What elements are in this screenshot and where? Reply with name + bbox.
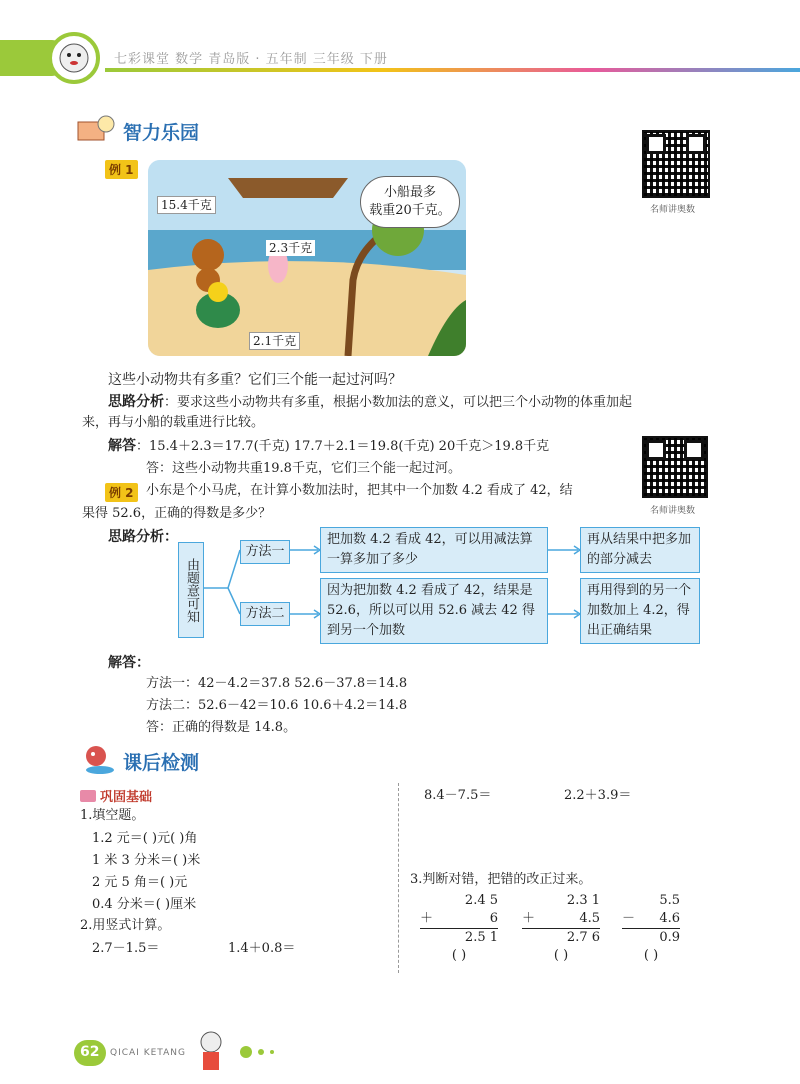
calc1-op: ＋ [420, 911, 434, 926]
q2-item-a: 2.7－1.5＝ [92, 941, 160, 956]
calc3-second [622, 910, 680, 928]
example-1-analysis [108, 392, 632, 413]
calc1-paren: ( ) [451, 948, 467, 963]
puzzle-icon [76, 114, 116, 144]
calc2-result: 2.7 6 [522, 928, 600, 947]
footer-brand: QICAI KETANG [110, 1048, 186, 1058]
analysis-label-1: 思路分析 [108, 394, 164, 410]
vertical-calc-1 [420, 892, 498, 965]
calc3-paren: ( ) [643, 948, 659, 963]
q3-title: 3.判断对错，把错的改正过来。 [410, 872, 592, 887]
page-number: 62 [80, 1044, 100, 1060]
example-2-answer-label: 解答： [108, 655, 150, 671]
example-1-question: 这些小动物共有多重？它们三个能一起过河吗？ [108, 372, 402, 388]
check-mascot-icon [78, 742, 118, 776]
footer-mascot-icon [194, 1030, 228, 1076]
header-rule [105, 68, 800, 72]
example-1-answer [108, 436, 549, 457]
q2-item-c: 8.4－7.5＝ [424, 788, 492, 803]
vertical-calc-3 [622, 892, 680, 965]
header-bar [0, 40, 800, 76]
footer-dot-small [270, 1050, 274, 1054]
example-1-badge: 例 1 [105, 160, 138, 179]
book-icon [80, 790, 96, 802]
example-2-question-line1: 小东是个小马虎，在计算小数加法时，把其中一个加数 4.2 看成了 42，结 [146, 483, 573, 498]
flow-m2-step1: 因为把加数 4.2 看成了 42，结果是 52.6，所以可以用 52.6 减去 42 得到另一个加数 [320, 578, 548, 644]
rabbit-weight-label: 2.3千克 [266, 240, 315, 256]
flow-method2: 方法二 [240, 602, 290, 626]
duck-weight-label: 2.1千克 [249, 332, 300, 350]
example-1-analysis-line2: 来，再与小船的载重进行比较。 [82, 415, 265, 430]
analysis-text-1: ：要求这些小动物共有多重，根据小数加法的意义，可以把三个小动物的体重加起 [164, 395, 633, 410]
header-title: 七彩课堂 数学 青岛版 · 五年制 三年级 下册 [114, 52, 388, 67]
vertical-calc-2 [522, 892, 600, 965]
q1-item-c: 2 元 5 角＝( )元 [92, 875, 188, 890]
flow-m1-step2: 再从结果中把多加的部分减去 [580, 527, 700, 573]
q2-item-d: 2.2＋3.9＝ [564, 788, 632, 803]
monkey-weight-label: 15.4千克 [157, 196, 216, 214]
qr-code-1[interactable] [642, 130, 710, 198]
calc2-top: 2.3 1 [566, 893, 600, 908]
calc3-top: 5.5 [659, 893, 680, 908]
calc2-second [522, 910, 600, 928]
bubble-line-1: 小船最多 [383, 185, 436, 200]
column-divider [398, 783, 399, 973]
boat-speech-bubble [360, 176, 460, 228]
bubble-line-2: 载重20千克。 [369, 203, 451, 218]
footer-dot-mid [258, 1049, 264, 1055]
q1-item-b: 1 米 3 分米＝( )米 [92, 853, 201, 868]
flow-start-box: 由题意可知 [178, 542, 204, 638]
q1-title: 1.填空题。 [80, 808, 145, 823]
calc1-second [420, 910, 498, 928]
example-2-question-line2: 果得 52.6，正确的得数是多少？ [82, 506, 272, 521]
calc3-op: － [622, 911, 636, 926]
flow-m1-step1: 把加数 4.2 看成 42，可以用减法算一算多加了多少 [320, 527, 548, 573]
qr-caption-2: 名师讲奥数 [650, 506, 696, 516]
example-2-analysis-label: 思路分析： [108, 529, 178, 545]
example-2-badge: 例 2 [105, 483, 138, 502]
qr-code-2[interactable] [642, 436, 708, 498]
flow-m2-step2: 再用得到的另一个加数加上 4.2，得出正确结果 [580, 578, 700, 644]
q2-title: 2.用竖式计算。 [80, 918, 171, 933]
q1-item-d: 0.4 分米＝( )厘米 [92, 897, 197, 912]
calc3-result: 0.9 [622, 928, 680, 947]
header-mascot-icon [48, 32, 100, 84]
footer-dot-large [240, 1046, 252, 1058]
example-2-method2-answer: 方法二：52.6－42＝10.6 10.6＋4.2＝14.8 [146, 698, 408, 713]
answer-label-1: 解答 [108, 438, 136, 454]
section-title-zhili: 智力乐园 [123, 122, 200, 144]
calc1-mid: 6 [489, 911, 498, 926]
subsection-title: 巩固基础 [100, 790, 153, 805]
flow-method1: 方法一 [240, 540, 290, 564]
calc3-mid: 4.6 [659, 911, 680, 926]
calc2-op: ＋ [522, 911, 536, 926]
answer-text-1: ：15.4＋2.3＝17.7(千克) 17.7＋2.1＝19.8(千克) 20千克＞19.8千克 [136, 439, 550, 454]
q1-item-a: 1.2 元＝( )元( )角 [92, 831, 198, 846]
example-1-illustration [148, 160, 466, 356]
section-title-kehou: 课后检测 [123, 752, 200, 774]
qr-caption-1: 名师讲奥数 [650, 205, 696, 215]
example-2-final-answer: 答：正确的得数是 14.8。 [146, 720, 297, 735]
calc1-result: 2.5 1 [420, 928, 498, 947]
calc2-paren: ( ) [553, 948, 569, 963]
q2-item-b: 1.4＋0.8＝ [228, 941, 296, 956]
calc2-mid: 4.5 [579, 911, 600, 926]
example-1-conclusion: 答：这些小动物共重19.8千克，它们三个能一起过河。 [146, 461, 461, 476]
calc1-top: 2.4 5 [464, 893, 498, 908]
example-2-method1-answer: 方法一：42－4.2＝37.8 52.6－37.8＝14.8 [146, 676, 408, 691]
